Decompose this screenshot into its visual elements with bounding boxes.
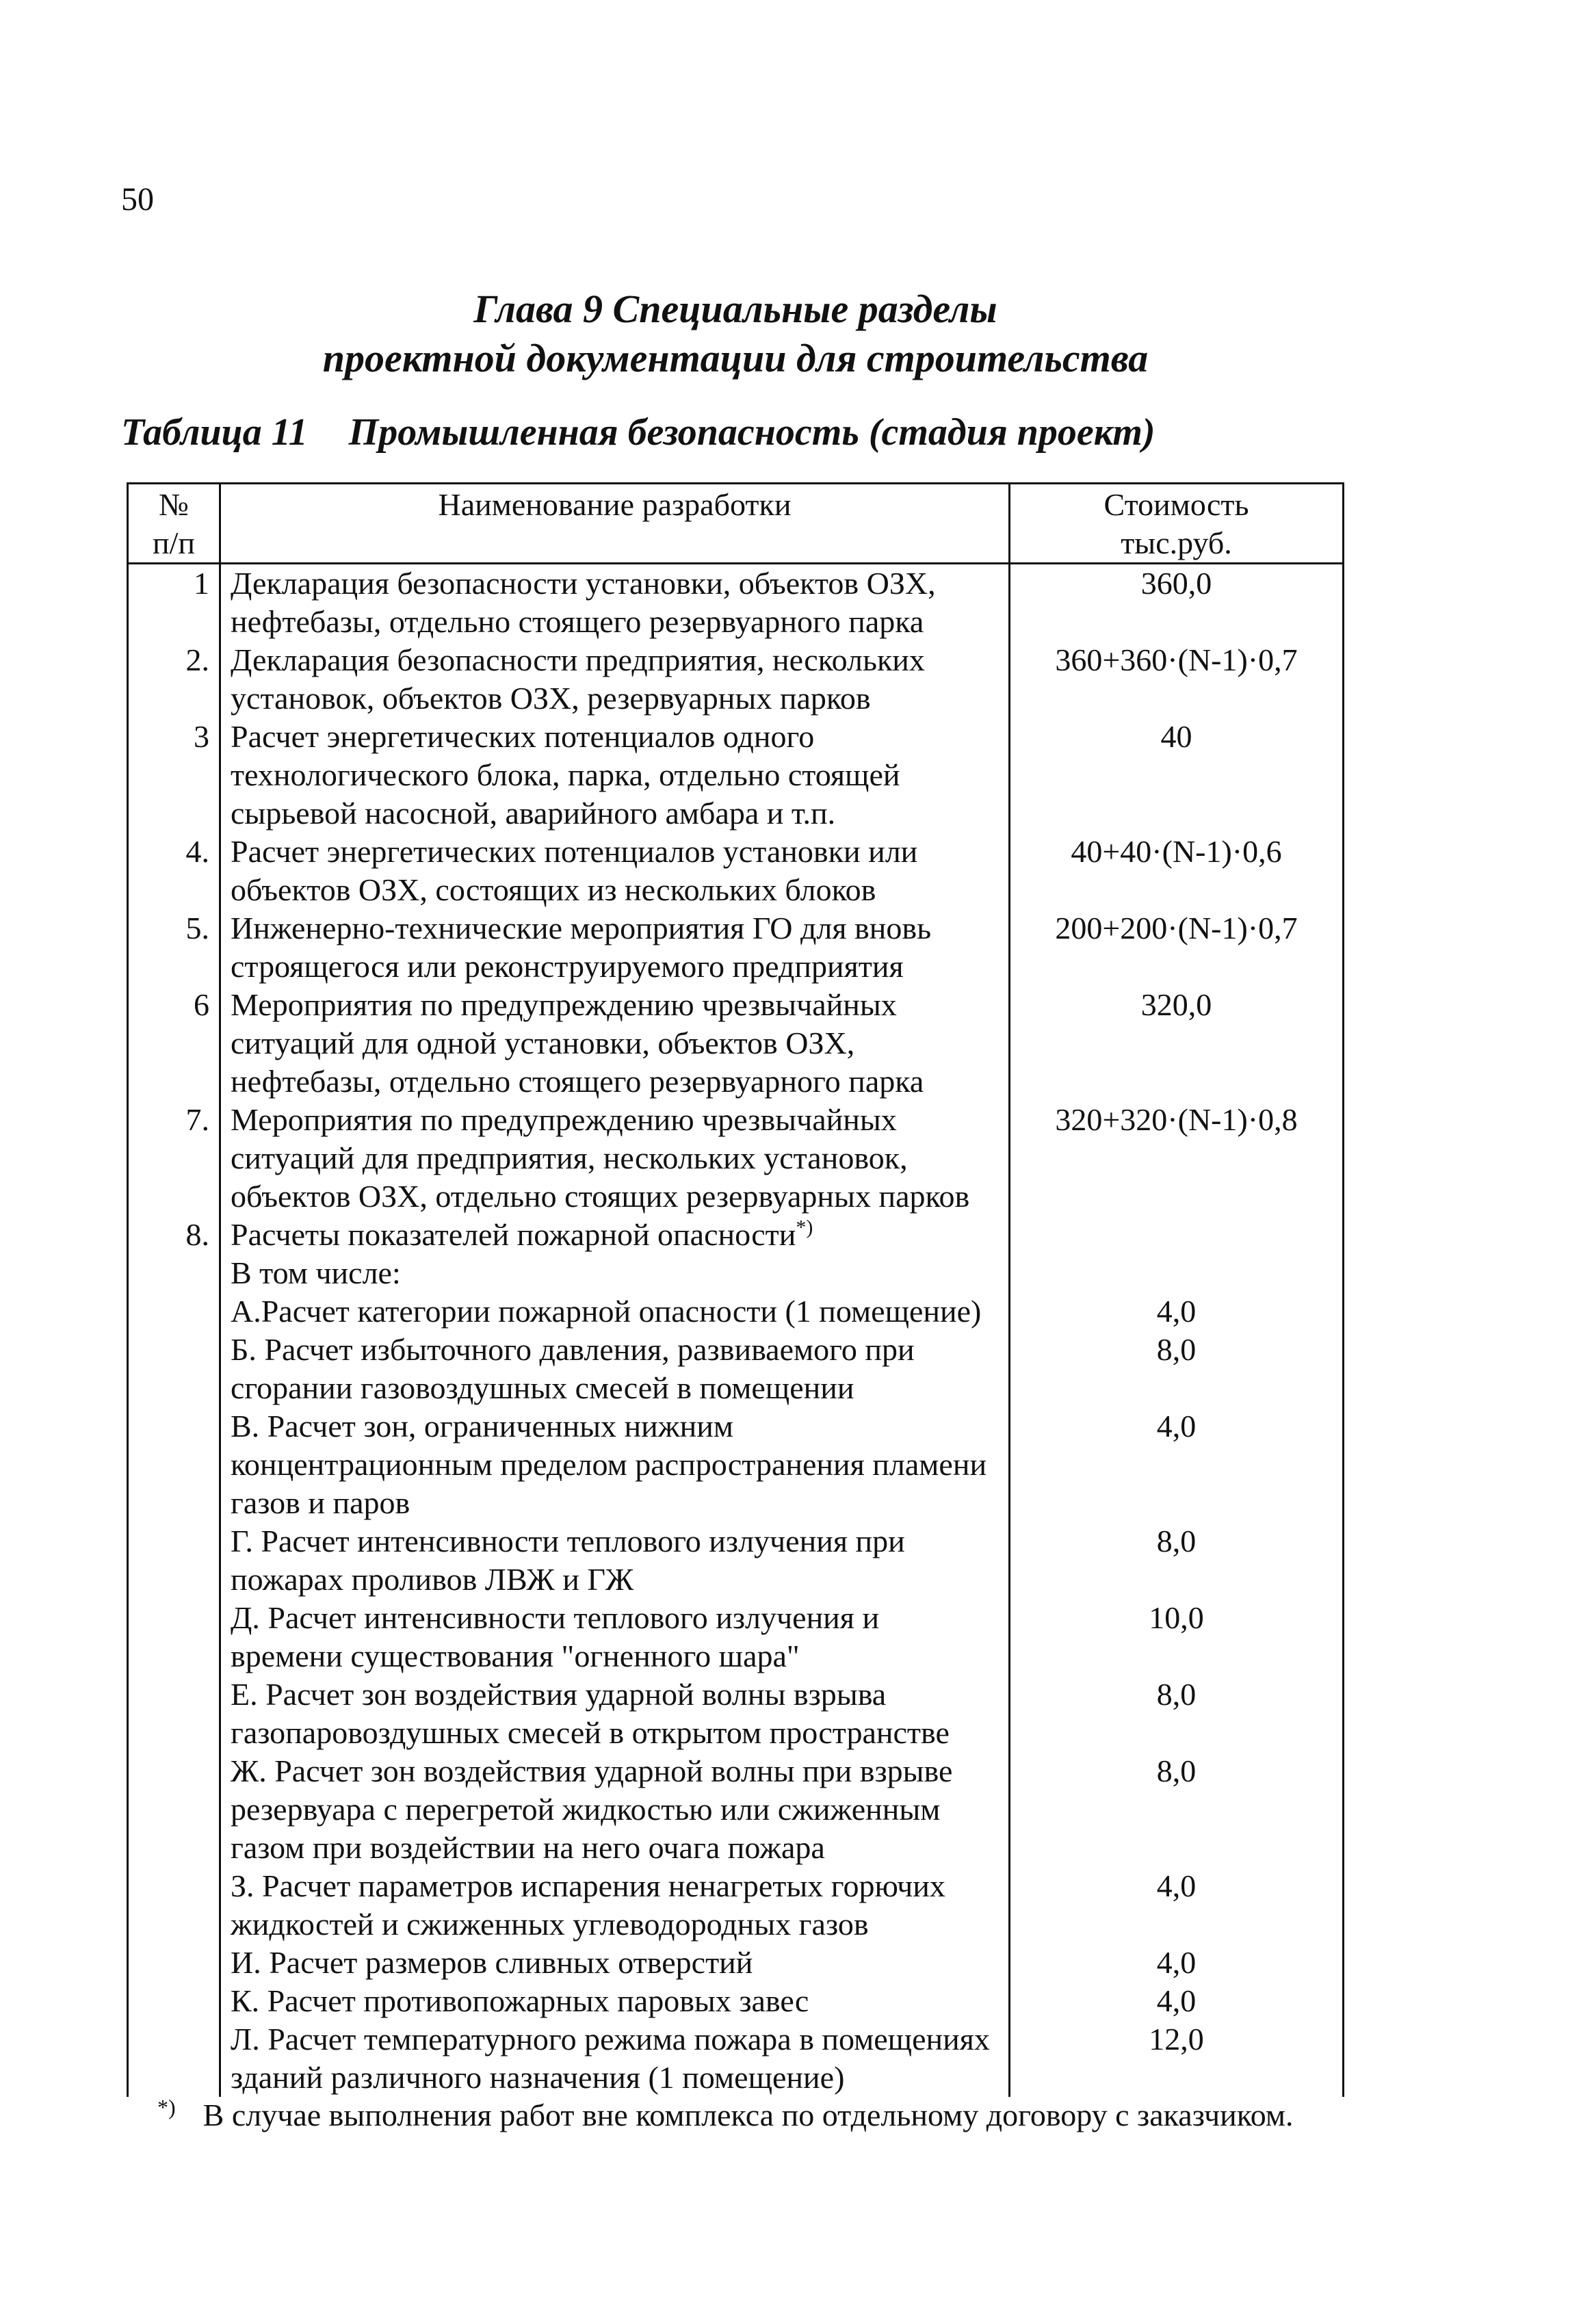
footnote-text: В случае выполнения работ вне комплекса по отдельному договору с заказчиком.: [202, 2098, 1294, 2132]
subrow-cost: 8,0: [1010, 1752, 1344, 1867]
row-number: [128, 1944, 220, 1982]
header-name: Наименование разработки: [220, 484, 1010, 564]
row-name: Инженерно-технические мероприятия ГО для вновь строящегося или реконструируемого предприятия: [220, 909, 1010, 986]
row-number: 7.: [128, 1101, 220, 1216]
header-cost-line-1: Стоимость: [1103, 487, 1249, 522]
row-number: [128, 1292, 220, 1331]
subrow-name: Д. Расчет интенсивности теплового излучения и времени существования "огненного шара": [220, 1599, 1010, 1675]
row-name: [220, 1216, 1010, 1292]
header-number-line-1: №: [159, 487, 189, 522]
row-number: [128, 1982, 220, 2020]
header-cost: [1010, 484, 1344, 564]
table-subrow: [128, 1292, 1344, 1331]
row-name: Расчет энергетических потенциалов установки или объектов ОЗХ, состоящих из нескольких блоков: [220, 833, 1010, 909]
table-subrow: [128, 1752, 1344, 1867]
row-number: [128, 1675, 220, 1752]
table-subrow: [128, 1599, 1344, 1675]
row-number: [128, 1407, 220, 1522]
row-cost: [1010, 1216, 1344, 1292]
table-row: [128, 1101, 1344, 1216]
subrow-name: И. Расчет размеров сливных отверстий: [220, 1944, 1010, 1982]
table-row: [128, 718, 1344, 833]
footnote-mark: *): [157, 2094, 176, 2119]
row-number: 1: [128, 564, 220, 642]
fire-hazard-title-text: Расчеты показателей пожарной опасности: [231, 1217, 796, 1252]
subrow-cost: 8,0: [1010, 1331, 1344, 1407]
row-number: 5.: [128, 909, 220, 986]
table-caption: [121, 408, 1155, 456]
subrow-name: Ж. Расчет зон воздействия ударной волны при взрыве резервуара с перегретой жидкостью или сжиженным газом при воздействии на него очага пожара: [220, 1752, 1010, 1867]
subrow-cost: 12,0: [1010, 2020, 1344, 2097]
subrow-name: А.Расчет категории пожарной опасности (1 помещение): [220, 1292, 1010, 1331]
row-name: Декларация безопасности установки, объектов ОЗХ, нефтебазы, отдельно стоящего резервуарного парка: [220, 564, 1010, 642]
row-cost: 360,0: [1010, 564, 1344, 642]
table-subrow: [128, 1331, 1344, 1407]
row-number: 8.: [128, 1216, 220, 1292]
header-number-line-2: п/п: [152, 525, 195, 560]
subrow-cost: 10,0: [1010, 1599, 1344, 1675]
row-number: [128, 2020, 220, 2097]
subrow-cost: 4,0: [1010, 1867, 1344, 1944]
table-subrow: [128, 1522, 1344, 1599]
subrow-name: В. Расчет зон, ограниченных нижним концентрационным пределом распространения пламени газов и паров: [220, 1407, 1010, 1522]
chapter-title-line-1: Глава 9 Специальные разделы: [473, 287, 997, 331]
table-header-row: [128, 484, 1344, 564]
table-row: [128, 909, 1344, 986]
table-row: [128, 833, 1344, 909]
row-cost: 200+200·(N-1)·0,7: [1010, 909, 1344, 986]
table-subrow: [128, 2020, 1344, 2097]
table-subrow: [128, 1407, 1344, 1522]
table-subrow: [128, 1675, 1344, 1752]
row-number: [128, 1867, 220, 1944]
row-number: [128, 1522, 220, 1599]
row-number: 6: [128, 986, 220, 1101]
header-number: [128, 484, 220, 564]
row-number: [128, 1752, 220, 1867]
subrow-cost: 4,0: [1010, 1982, 1344, 2020]
subrow-name: З. Расчет параметров испарения ненагретых горючих жидкостей и сжиженных углеводородных газов: [220, 1867, 1010, 1944]
footnote: [157, 2095, 1293, 2136]
row-number: 2.: [128, 641, 220, 718]
fire-hazard-title: [231, 1216, 999, 1254]
row-cost: 320,0: [1010, 986, 1344, 1101]
row-number: 3: [128, 718, 220, 833]
row-cost: 320+320·(N-1)·0,8: [1010, 1101, 1344, 1216]
subrow-name: К. Расчет противопожарных паровых завес: [220, 1982, 1010, 2020]
subrow-name: Е. Расчет зон воздействия ударной волны взрыва газопаровоздушных смесей в открытом пространстве: [220, 1675, 1010, 1752]
subrow-cost: 4,0: [1010, 1944, 1344, 1982]
row-cost: 40: [1010, 718, 1344, 833]
in-that-number-label: В том числе:: [231, 1255, 401, 1290]
subrow-name: Г. Расчет интенсивности теплового излучения при пожарах проливов ЛВЖ и ГЖ: [220, 1522, 1010, 1599]
table-row: [128, 641, 1344, 718]
table-row: [128, 564, 1344, 642]
table-row: [128, 986, 1344, 1101]
table-caption-label: Таблица 11: [121, 411, 308, 454]
header-cost-line-2: тыс.руб.: [1121, 525, 1232, 560]
row-number: [128, 1599, 220, 1675]
subrow-cost: 8,0: [1010, 1522, 1344, 1599]
row-number: [128, 1331, 220, 1407]
table-subrow: [128, 1982, 1344, 2020]
subrow-name: Л. Расчет температурного режима пожара в помещениях зданий различного назначения (1 помещение): [220, 2020, 1010, 2097]
table-caption-title: Промышленная безопасность (стадия проект): [348, 411, 1155, 454]
row-name: Расчет энергетических потенциалов одного технологического блока, парка, отдельно стоящей сырьевой насосной, аварийного амбара и т.п.: [220, 718, 1010, 833]
chapter-title: [0, 285, 1471, 383]
subrow-cost: 4,0: [1010, 1292, 1344, 1331]
cost-table: [127, 482, 1344, 2097]
table-subrow: [128, 1944, 1344, 1982]
row-name: Декларация безопасности предприятия, нескольких установок, объектов ОЗХ, резервуарных парков: [220, 641, 1010, 718]
row-name: Мероприятия по предупреждению чрезвычайных ситуаций для одной установки, объектов ОЗХ, нефтебазы, отдельно стоящего резервуарного парка: [220, 986, 1010, 1101]
page-number: 50: [121, 181, 154, 218]
subrow-cost: 4,0: [1010, 1407, 1344, 1522]
row-cost: 360+360·(N-1)·0,7: [1010, 641, 1344, 718]
subrow-cost: 8,0: [1010, 1675, 1344, 1752]
table-subrow: [128, 1867, 1344, 1944]
subrow-name: Б. Расчет избыточного давления, развиваемого при сгорании газовоздушных смесей в помещении: [220, 1331, 1010, 1407]
row-cost: 40+40·(N-1)·0,6: [1010, 833, 1344, 909]
table-row-fire-hazard: [128, 1216, 1344, 1292]
chapter-title-line-2: проектной документации для строительства: [322, 336, 1149, 380]
row-number: 4.: [128, 833, 220, 909]
row-name: Мероприятия по предупреждению чрезвычайных ситуаций для предприятия, нескольких установок, объектов ОЗХ, отдельно стоящих резервуарных парков: [220, 1101, 1010, 1216]
footnote-reference: *): [796, 1216, 813, 1239]
